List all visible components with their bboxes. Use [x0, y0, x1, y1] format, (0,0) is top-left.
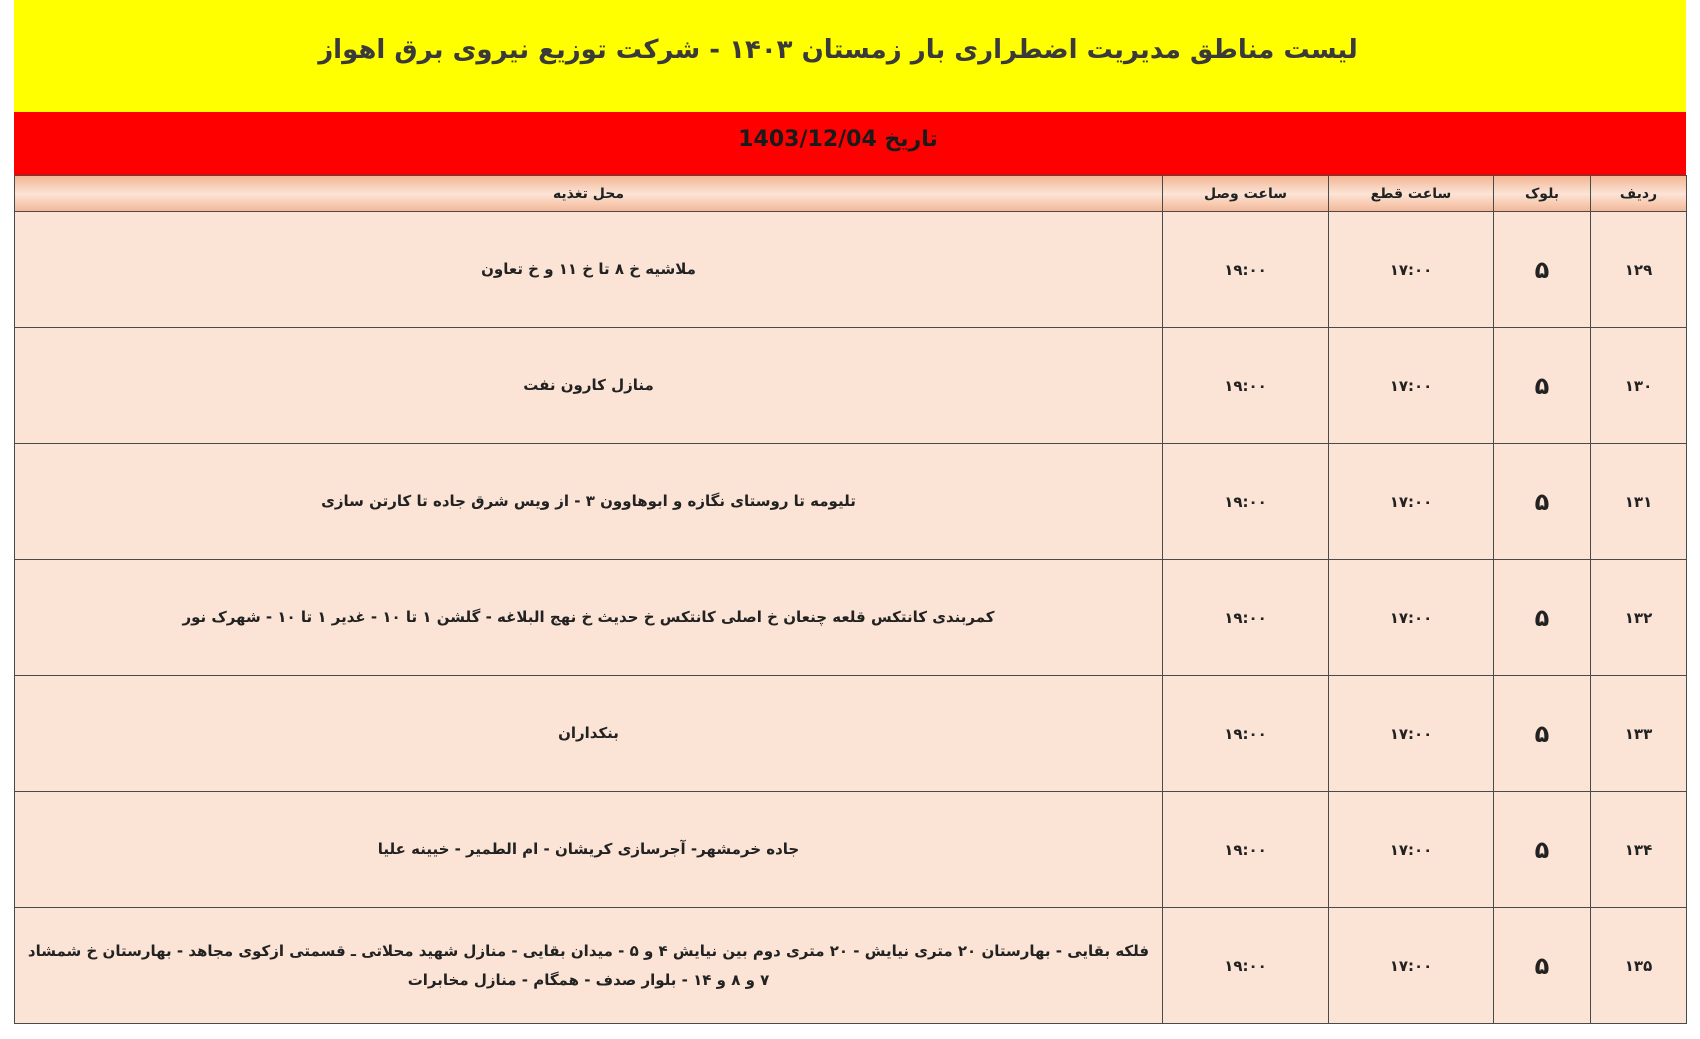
block-number: ۵	[1494, 560, 1591, 676]
column-header-radif: ردیف	[1591, 176, 1687, 212]
table-row	[15, 908, 1687, 1024]
table-row	[15, 212, 1687, 328]
column-header-location: محل تغذیه	[15, 176, 1163, 212]
schedule-sheet	[14, 0, 1686, 1030]
feed-location: ملاشیه خ ۸ تا خ ۱۱ و خ تعاون	[15, 212, 1163, 328]
cut-time: ۱۷:۰۰	[1329, 328, 1494, 444]
column-header-cut-time: ساعت قطع	[1329, 176, 1494, 212]
block-number: ۵	[1494, 676, 1591, 792]
connect-time: ۱۹:۰۰	[1163, 444, 1329, 560]
feed-location: منازل کارون نفت	[15, 328, 1163, 444]
feed-location: فلکه بقایی - بهارستان ۲۰ متری نیایش - ۲۰ متری دوم بین نیایش ۴ و ۵ - میدان بقایی - منازل شهید محلاتی ـ قسمتی ازکوی مجاهد - بهارستان خ شمشاد ۷ و ۸ و ۱۴ - بلوار صدف - همگام - منازل مخابرات	[15, 908, 1163, 1024]
cut-time: ۱۷:۰۰	[1329, 560, 1494, 676]
row-number: ۱۳۴	[1591, 792, 1687, 908]
block-number: ۵	[1494, 212, 1591, 328]
column-header-connect-time: ساعت وصل	[1163, 176, 1329, 212]
cut-time: ۱۷:۰۰	[1329, 444, 1494, 560]
date-label: تاریخ 1403/12/04	[738, 127, 938, 152]
outage-table	[14, 175, 1687, 1024]
block-number: ۵	[1494, 444, 1591, 560]
block-number: ۵	[1494, 908, 1591, 1024]
table-row	[15, 444, 1687, 560]
table-row	[15, 560, 1687, 676]
cut-time: ۱۷:۰۰	[1329, 676, 1494, 792]
cut-time: ۱۷:۰۰	[1329, 792, 1494, 908]
cut-time: ۱۷:۰۰	[1329, 212, 1494, 328]
connect-time: ۱۹:۰۰	[1163, 212, 1329, 328]
connect-time: ۱۹:۰۰	[1163, 328, 1329, 444]
column-header-block: بلوک	[1494, 176, 1591, 212]
feed-location: تلیومه تا روستای نگازه و ابوهاوون ۳ - از ویس شرق جاده تا کارتن سازی	[15, 444, 1163, 560]
feed-location: کمربندی کانتکس قلعه چنعان خ اصلی کانتکس خ حدیث خ نهج البلاغه - گلشن ۱ تا ۱۰ - غدیر ۱ تا ۱۰ - شهرک نور	[15, 560, 1163, 676]
connect-time: ۱۹:۰۰	[1163, 560, 1329, 676]
connect-time: ۱۹:۰۰	[1163, 908, 1329, 1024]
row-number: ۱۳۰	[1591, 328, 1687, 444]
cut-time: ۱۷:۰۰	[1329, 908, 1494, 1024]
connect-time: ۱۹:۰۰	[1163, 676, 1329, 792]
title-banner	[14, 0, 1686, 112]
table-row	[15, 328, 1687, 444]
row-number: ۱۳۱	[1591, 444, 1687, 560]
feed-location: جاده خرمشهر- آجرسازی کریشان - ام الطمیر - خیینه علیا	[15, 792, 1163, 908]
date-banner	[14, 112, 1686, 175]
page-title: لیست مناطق مدیریت اضطراری بار زمستان ۱۴۰۳ - شرکت توزیع نیروی برق اهواز	[318, 35, 1358, 65]
block-number: ۵	[1494, 328, 1591, 444]
row-number: ۱۳۲	[1591, 560, 1687, 676]
row-number: ۱۳۳	[1591, 676, 1687, 792]
row-number: ۱۳۵	[1591, 908, 1687, 1024]
connect-time: ۱۹:۰۰	[1163, 792, 1329, 908]
feed-location: بنکداران	[15, 676, 1163, 792]
table-row	[15, 676, 1687, 792]
block-number: ۵	[1494, 792, 1591, 908]
row-number: ۱۲۹	[1591, 212, 1687, 328]
table-header-row	[15, 176, 1687, 212]
table-row	[15, 792, 1687, 908]
